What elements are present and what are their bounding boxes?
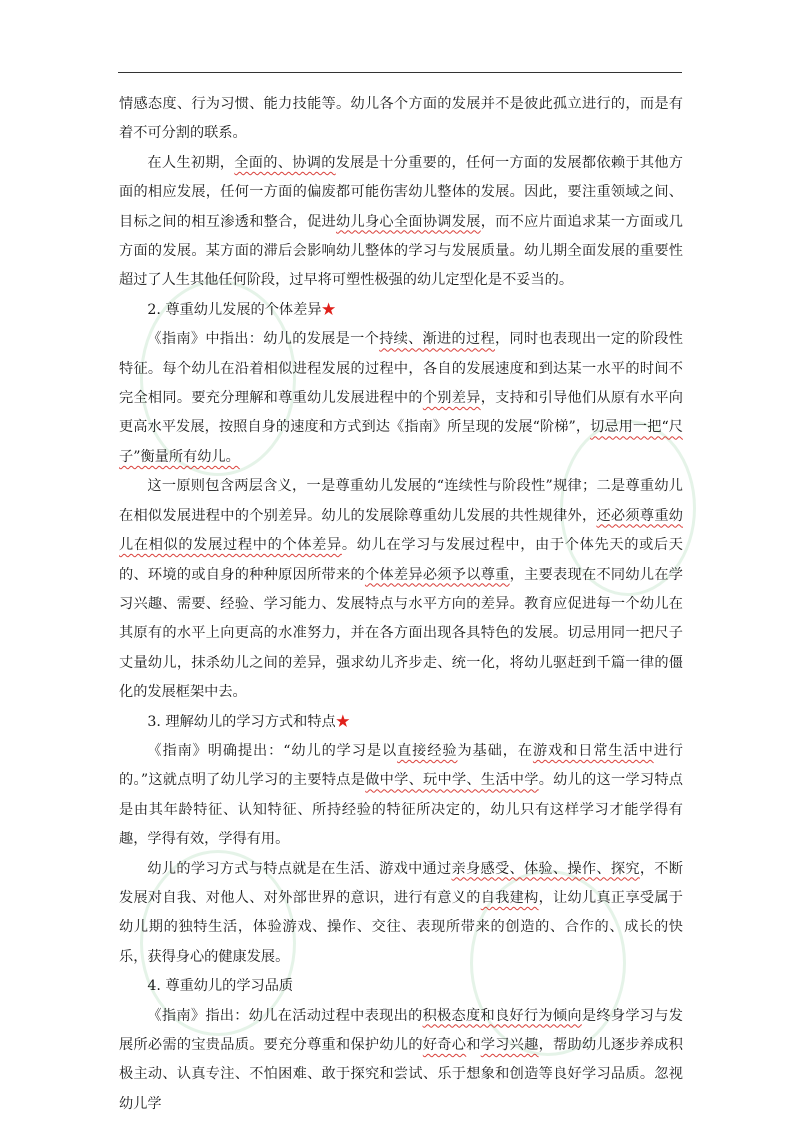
underlined-text: 个体差异必须予以尊重 bbox=[364, 566, 510, 583]
star-icon: ★ bbox=[335, 713, 350, 730]
paragraph bbox=[119, 325, 683, 472]
section-heading bbox=[119, 708, 683, 737]
text-span: 。幼儿在学习与发展过程中，由于个体先天的或后天的、环境的或自身的种种原因所带来的 bbox=[119, 537, 683, 583]
underlined-text: 学习兴趣 bbox=[480, 1037, 539, 1053]
text-span: 《指南》明确提出：“幼儿的学习是以 bbox=[147, 742, 398, 759]
paragraph bbox=[119, 149, 683, 296]
underlined-text: 亲身感受、体验、操作、探究 bbox=[451, 860, 640, 877]
underlined-text: 游戏和日常生活中 bbox=[532, 742, 654, 759]
underlined-text: 自我建构 bbox=[480, 889, 539, 906]
underlined-text: 持续、渐进的过程 bbox=[379, 331, 495, 348]
text-span: 《指南》指出：幼儿在活动过程中表现出的 bbox=[147, 1007, 423, 1024]
underlined-text: 个别差异 bbox=[422, 390, 481, 407]
text-span: ，支持和引导他们从原有水平向更高水平发展，按照自身的速度和方式到达《指南》所呈现的发展“阶梯”， bbox=[119, 390, 683, 436]
text-span: ，而不应片面追求某一方面或几方面的发展。某方面的滞后会影响幼儿整体的学习与发展质量。幼儿期全面发展的重要性超过了人生其他任何阶段，过早将可塑性极强的幼儿定型化是不妥当的。 bbox=[119, 213, 683, 289]
section-heading bbox=[119, 296, 683, 325]
text-span: 这一原则包含两层含义，一是尊重幼儿发展的“连续性与阶段性”规律；二是尊重幼儿在相似发展进程中的个别差异。幼儿的发展除尊重幼儿发展的共性规律外， bbox=[119, 478, 683, 524]
text-span: 4. 尊重幼儿的学习品质 bbox=[147, 978, 294, 995]
text-span: 发展是十分重要的，任何一方面的发展都依赖于其他方面的相应发展，任何一方面的偏废都可能伤害幼儿整体的发展。因此，要注重领域之间、目标之间的相互渗透和整合，促进 bbox=[119, 154, 683, 230]
text-span: 和 bbox=[466, 1037, 481, 1053]
text-span: ，帮助幼儿逐步养成积极主动、认真专注、不怕困难、敢于探究和尝试、乐于想象和创造等良好学习品质。忽视幼儿学 bbox=[119, 1037, 683, 1112]
text-span: 情感态度、行为习惯、能力技能等。幼儿各个方面的发展并不是彼此孤立进行的，而是有着不可分割的联系。 bbox=[119, 96, 683, 142]
underlined-text: 全面的、协调的 bbox=[234, 154, 336, 171]
section-heading bbox=[119, 972, 683, 1001]
header-rule bbox=[118, 72, 682, 73]
underlined-text: 还必须尊重幼儿在相似的发展过程中的个体差异 bbox=[119, 507, 683, 554]
underlined-text: 好奇心 bbox=[422, 1037, 467, 1053]
text-span: ，同时也表现出一定的阶段性特征。每个幼儿在沿着相似进程发展的过程中，各自的发展速度和到达某一水平的时间不完全相同。要充分理解和尊重幼儿发展进程中的 bbox=[119, 331, 683, 407]
paragraph bbox=[119, 855, 683, 973]
paragraph bbox=[119, 1002, 683, 1120]
text-span: ，不断发展对自我、对他人、对外部世界的意识，进行有意义的 bbox=[119, 860, 683, 906]
underlined-text: 积极态度和良好行为倾向 bbox=[422, 1007, 582, 1024]
text-span: 2. 尊重幼儿发展的个体差异 bbox=[147, 301, 322, 318]
text-span: 3. 理解幼儿的学习方式和特点 bbox=[147, 713, 336, 730]
underlined-text: 直接经验 bbox=[397, 742, 458, 759]
text-span: ，让幼儿真正享受属于幼儿期的独特生活，体验游戏、操作、交往、表现所带来的创造的、合作的、成长的快乐，获得身心的健康发展。 bbox=[119, 889, 683, 965]
text-span: 是终身学习与发展所必需的宝贵品质。要充分尊重和保护幼儿的 bbox=[119, 1007, 683, 1053]
underlined-text: 做中学、玩中学、生活中学 bbox=[365, 772, 539, 789]
paragraph bbox=[119, 90, 683, 149]
text-span: 进行的。”这就点明了幼儿学习的主要特点是 bbox=[119, 742, 683, 789]
text-span: 幼儿的学习方式与特点就是在生活、游戏中通过 bbox=[147, 860, 452, 877]
text-span: 。幼儿的这一学习特点是由其年龄特征、认知特征、所持经验的特征所决定的，幼儿只有这样学习才能学得有趣，学得有效，学得有用。 bbox=[119, 772, 683, 848]
text-span: 在人生初期， bbox=[147, 154, 235, 171]
underlined-text: 切忌用一把“尺子”衡量所有幼儿。 bbox=[119, 419, 683, 465]
document-body bbox=[119, 90, 683, 1119]
text-span: 为基础，在 bbox=[457, 742, 533, 759]
paragraph bbox=[119, 472, 683, 707]
text-span: ，主要表现在不同幼儿在学习兴趣、需要、经验、学习能力、发展特点与水平方向的差异。教育应促进每一个幼儿在其原有的水平上向更高的水准努力，并在各方面出现各具特色的发展。切忌用同一把尺子丈量幼儿，抹杀幼儿之间的差异，强求幼儿齐步走、统一化，将幼儿驱赶到千篇一律的僵化的发展框架中去。 bbox=[119, 566, 683, 701]
star-icon: ★ bbox=[321, 301, 336, 318]
underlined-text: 幼儿身心全面协调发展 bbox=[336, 213, 481, 230]
text-span: 《指南》中指出：幼儿的发展是一个 bbox=[147, 331, 380, 348]
paragraph bbox=[119, 737, 683, 855]
